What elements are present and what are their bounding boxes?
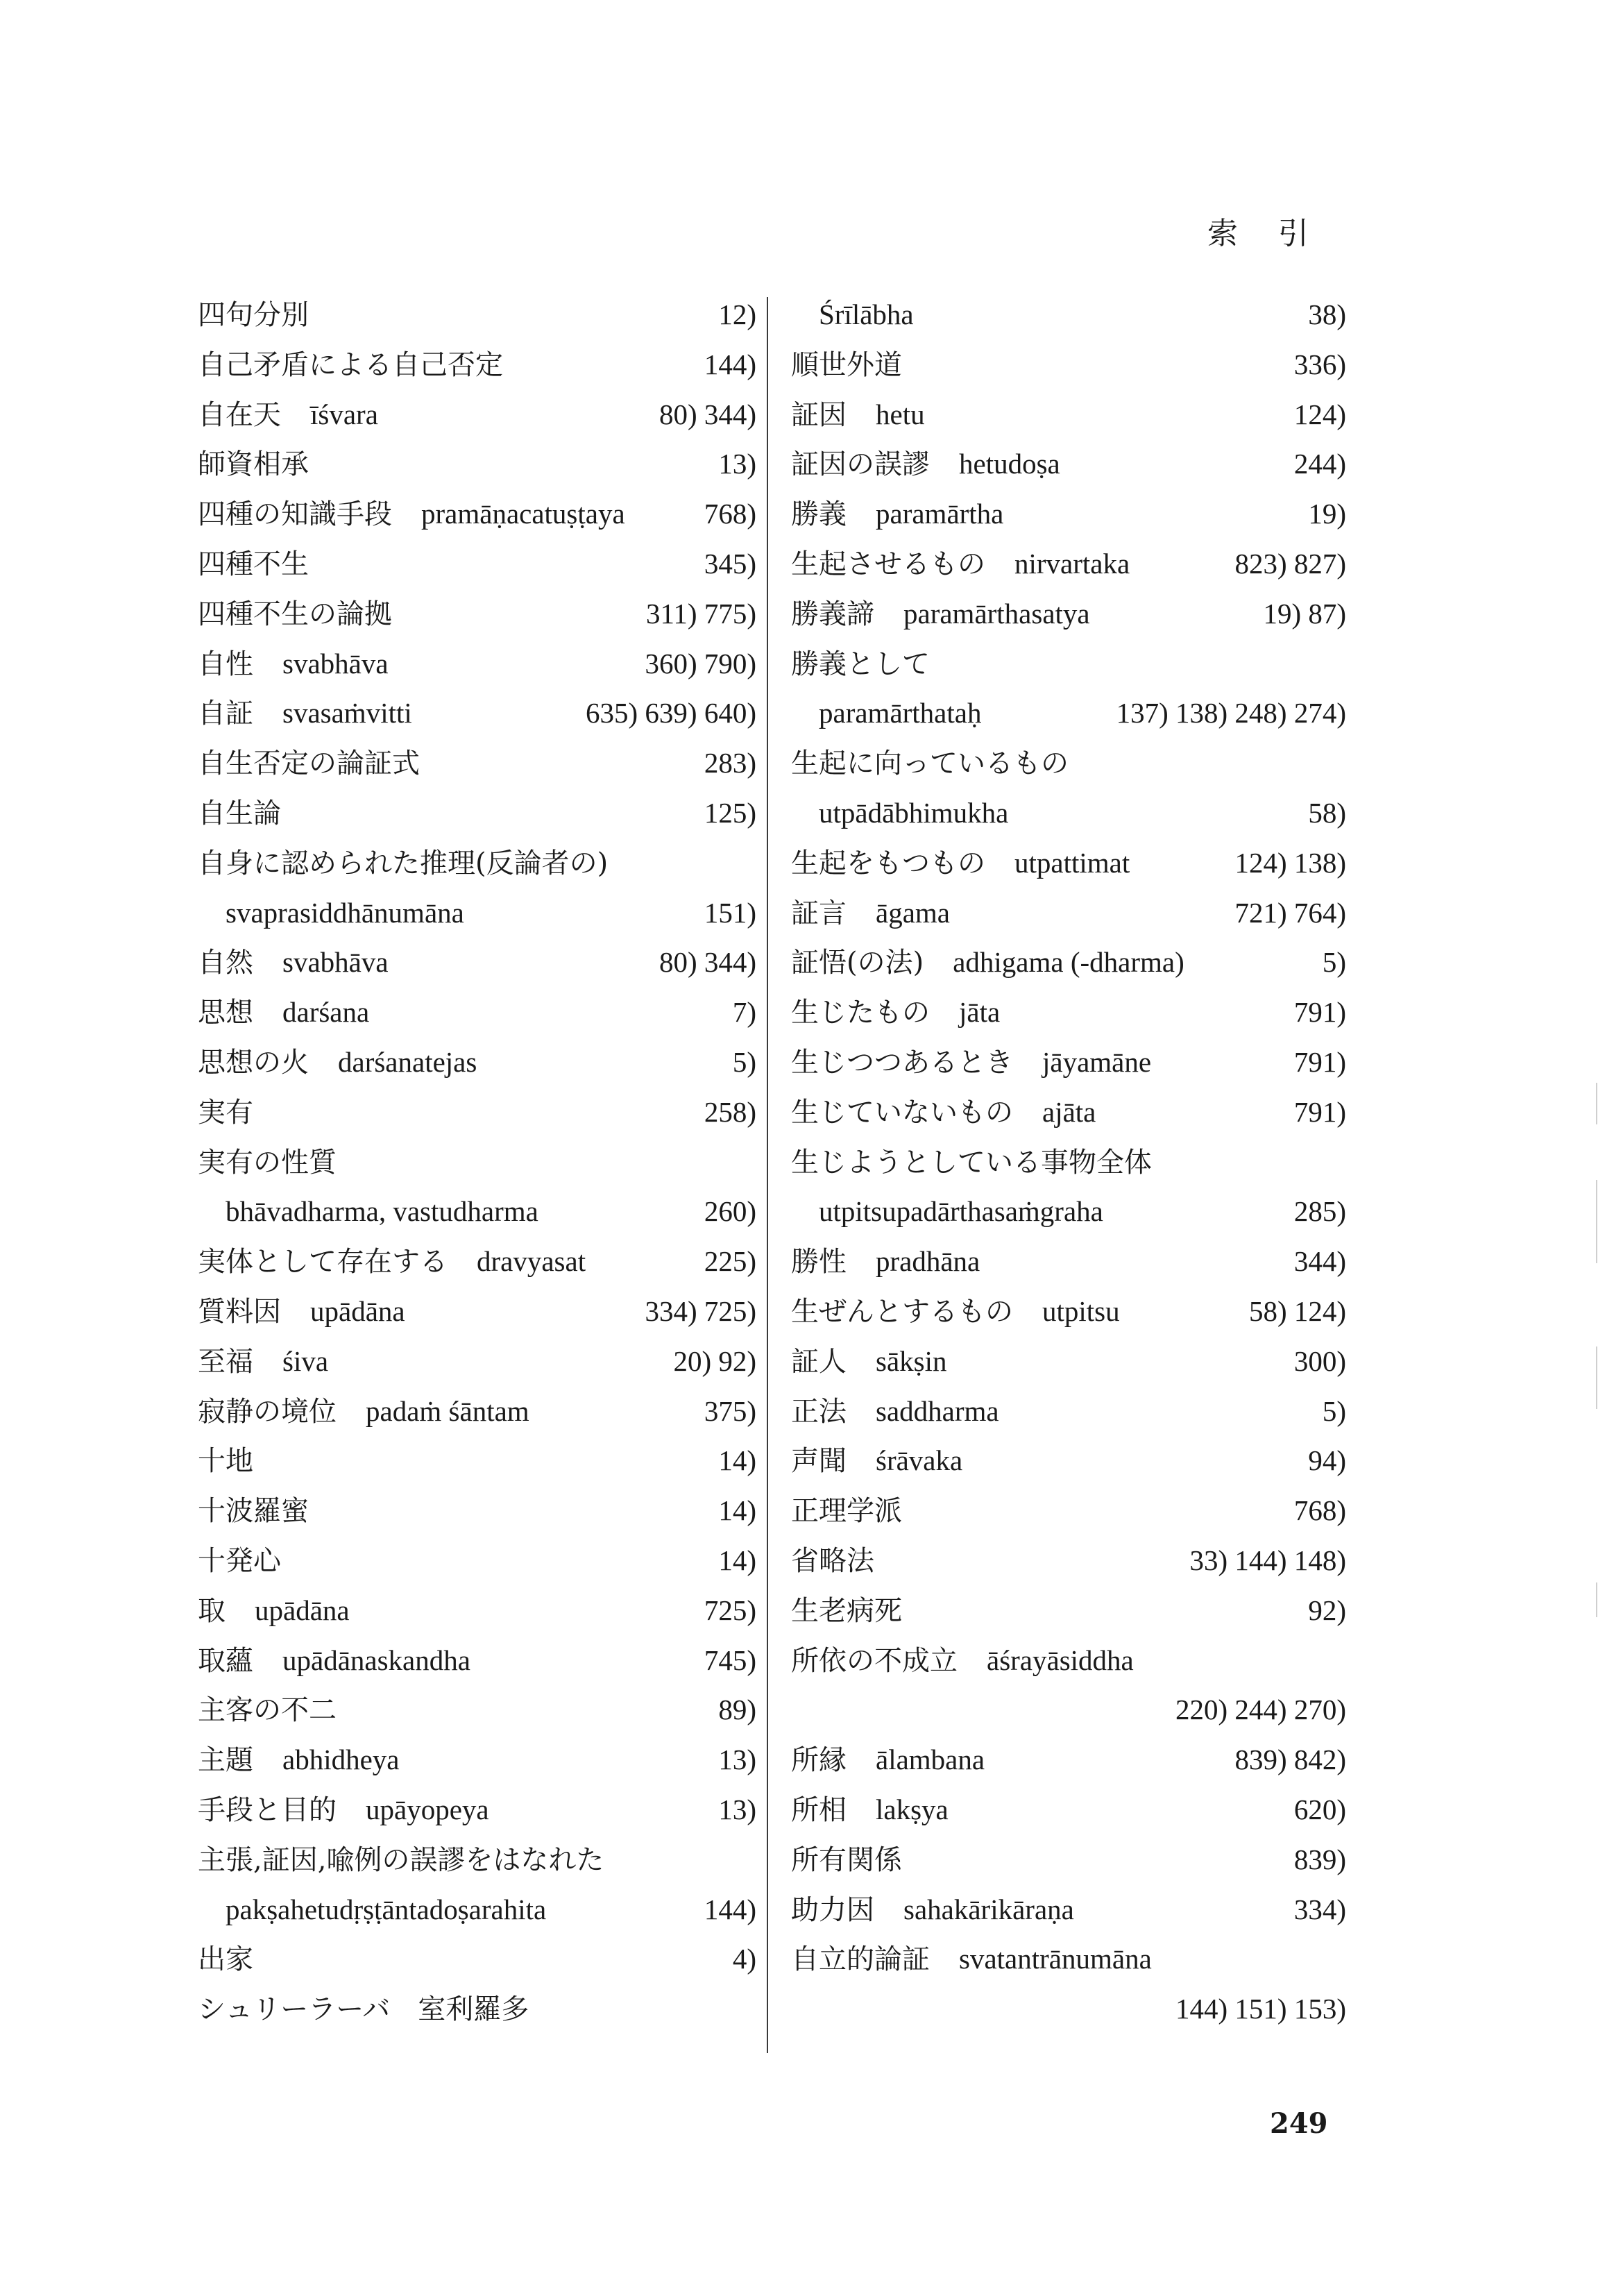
index-entry <box>198 589 756 639</box>
sanskrit-term: nirvartaka <box>1014 547 1130 580</box>
index-entry <box>791 1934 1346 1984</box>
sanskrit-term: utpattimat <box>1014 846 1130 879</box>
index-term: 四種不生 <box>198 548 309 580</box>
note-references: 839) 842) <box>1234 1744 1346 1776</box>
sanskrit-term: hetudoṣa <box>959 448 1060 480</box>
note-references: 745) <box>704 1644 756 1676</box>
note-references: 839) <box>1293 1843 1346 1875</box>
index-term: 勝性 <box>791 1246 847 1278</box>
note-references: 768) <box>1293 1494 1346 1527</box>
note-references: 124) <box>1293 398 1346 430</box>
index-entry <box>198 1237 756 1287</box>
index-entry <box>791 1436 1346 1486</box>
sanskrit-term: pradhāna <box>876 1245 980 1278</box>
sanskrit-term: sākṣin <box>876 1344 947 1377</box>
index-term: 証言 <box>791 897 847 929</box>
index-entry <box>791 838 1346 888</box>
index-entry <box>791 589 1346 639</box>
index-entry <box>198 788 756 838</box>
sanskrit-term: lakṣya <box>876 1793 949 1825</box>
note-references: 283) <box>704 747 756 779</box>
index-term: 証因 <box>791 398 847 431</box>
index-entry <box>198 1436 756 1486</box>
index-entry <box>791 1735 1346 1785</box>
index-term: 所依の不成立 <box>791 1644 958 1677</box>
note-references: 80) 344) <box>658 946 756 979</box>
index-entry <box>791 1138 1346 1188</box>
index-entry <box>791 1536 1346 1586</box>
index-entry <box>198 1138 756 1188</box>
index-entry <box>791 439 1346 489</box>
sanskrit-term: dravyasat <box>477 1245 586 1278</box>
sanskrit-term: upādānaskandha <box>282 1644 470 1676</box>
sanskrit-term: bhāvadharma, vastudharma <box>226 1195 538 1228</box>
index-entry <box>198 1088 756 1138</box>
index-entry <box>791 290 1346 340</box>
index-term: 主客の不二 <box>198 1694 337 1727</box>
note-references: 58) <box>1308 796 1346 829</box>
note-references: 5) <box>1322 946 1346 979</box>
index-term: シュリーラーバ 室利羅多 <box>198 1993 529 2026</box>
index-entry <box>198 1387 756 1437</box>
index-term: 生起させるもの <box>791 548 985 580</box>
index-entry <box>198 1287 756 1337</box>
index-term: 思想の火 <box>198 1046 309 1079</box>
sanskrit-term: utpādābhimukha <box>819 796 1009 829</box>
index-term: 手段と目的 <box>198 1793 337 1826</box>
index-term: 証悟(の法) <box>791 947 924 979</box>
note-references: 12) <box>718 298 756 330</box>
index-entry <box>198 1536 756 1586</box>
index-entry <box>791 1835 1346 1885</box>
sanskrit-term: padaṁ śāntam <box>366 1394 529 1427</box>
note-references: 13) <box>718 448 756 480</box>
note-references: 33) 144) 148) <box>1189 1544 1346 1576</box>
sanskrit-term: upādāna <box>255 1594 350 1626</box>
sanskrit-term: paramārtha <box>876 498 1004 530</box>
note-references: 620) <box>1293 1793 1346 1825</box>
note-references: 300) <box>1293 1344 1346 1377</box>
sanskrit-term: pakṣahetudṛṣṭāntadoṣarahita <box>226 1893 547 1925</box>
index-term: 生ぜんとするもの <box>791 1295 1013 1328</box>
index-term: 四句分別 <box>198 299 309 331</box>
note-references: 360) 790) <box>645 647 756 679</box>
sanskrit-term: svabhāva <box>282 946 389 979</box>
note-references: 144) <box>704 348 756 380</box>
index-entry <box>198 1586 756 1636</box>
index-term: 正理学派 <box>791 1495 902 1528</box>
index-entry <box>791 938 1346 988</box>
column-divider <box>767 297 768 2053</box>
note-references: 144) 151) 153) <box>1175 1993 1346 2025</box>
sanskrit-term: Śrīlābha <box>819 298 914 330</box>
note-references: 124) 138) <box>1234 846 1346 879</box>
index-entry <box>791 1387 1346 1437</box>
index-term: 順世外道 <box>791 348 902 381</box>
scan-artifact <box>1596 1180 1597 1263</box>
note-references: 14) <box>718 1494 756 1527</box>
note-references: 80) 344) <box>658 398 756 430</box>
sanskrit-term: darśana <box>282 996 370 1029</box>
index-term: 証人 <box>791 1345 847 1378</box>
index-term: 出家 <box>198 1943 253 1976</box>
index-term: 十波羅蜜 <box>198 1495 309 1528</box>
index-term: 取蘊 <box>198 1644 253 1677</box>
index-entry <box>791 1685 1346 1735</box>
index-term: 生じていないもの <box>791 1096 1013 1129</box>
index-term: 十発心 <box>198 1544 281 1577</box>
index-term: 省略法 <box>791 1544 874 1577</box>
scan-artifact <box>1596 1347 1597 1409</box>
sanskrit-term: ajāta <box>1042 1095 1096 1128</box>
index-term: 生じたもの <box>791 997 930 1029</box>
note-references: 721) 764) <box>1234 896 1346 929</box>
index-entry <box>198 1038 756 1088</box>
note-references: 5) <box>1322 1394 1346 1427</box>
sanskrit-term: upādāna <box>310 1294 405 1327</box>
sanskrit-term: adhigama (-dharma) <box>953 946 1184 979</box>
index-entry <box>791 788 1346 838</box>
index-term: 自証 <box>198 698 253 730</box>
sanskrit-term: pramāṇacatuṣṭaya <box>421 498 625 530</box>
note-references: 220) 244) 270) <box>1175 1694 1346 1726</box>
index-term: 主題 <box>198 1744 253 1777</box>
index-term: 自生論 <box>198 797 281 829</box>
index-entry <box>791 1287 1346 1337</box>
sanskrit-term: svasaṁvitti <box>282 697 412 729</box>
index-term: 実有 <box>198 1096 253 1129</box>
index-entry <box>791 1586 1346 1636</box>
index-entry <box>198 539 756 589</box>
note-references: 89) <box>718 1694 756 1726</box>
note-references: 791) <box>1293 1045 1346 1078</box>
scan-artifact <box>1596 1582 1597 1617</box>
index-term: 自在天 <box>198 398 281 431</box>
index-entry <box>198 1885 756 1935</box>
note-references: 20) 92) <box>673 1344 756 1377</box>
note-references: 768) <box>704 498 756 530</box>
sanskrit-term: hetu <box>876 398 925 430</box>
note-references: 4) <box>732 1943 756 1975</box>
index-entry <box>791 390 1346 440</box>
note-references: 823) 827) <box>1234 547 1346 580</box>
sanskrit-term: ālambana <box>876 1744 985 1776</box>
index-entry <box>791 340 1346 390</box>
note-references: 334) <box>1293 1893 1346 1925</box>
index-entry <box>791 1785 1346 1835</box>
note-references: 375) <box>704 1394 756 1427</box>
index-entry <box>198 988 756 1038</box>
index-term: 勝義として <box>791 648 930 680</box>
sanskrit-term: sahakārikāraṇa <box>903 1893 1074 1925</box>
index-term: 勝義諦 <box>791 598 874 630</box>
note-references: 260) <box>704 1195 756 1228</box>
index-term: 四種の知識手段 <box>198 498 392 531</box>
index-term: 至福 <box>198 1345 253 1378</box>
index-entry <box>198 489 756 539</box>
note-references: 345) <box>704 547 756 580</box>
index-entry <box>791 738 1346 788</box>
index-term: 自身に認められた推理(反論者の) <box>198 847 609 879</box>
running-header: 索引 <box>1207 216 1349 251</box>
note-references: 311) 775) <box>645 597 756 630</box>
index-entry <box>198 1785 756 1835</box>
index-term: 正法 <box>791 1395 847 1428</box>
index-term: 生起をもつもの <box>791 847 985 879</box>
index-entry <box>198 689 756 738</box>
index-term: 声聞 <box>791 1445 847 1478</box>
sanskrit-term: śiva <box>282 1344 329 1377</box>
note-references: 38) <box>1308 298 1346 330</box>
sanskrit-term: śrāvaka <box>876 1444 963 1477</box>
index-entry <box>791 639 1346 689</box>
index-entry <box>198 1735 756 1785</box>
index-entry <box>791 1088 1346 1138</box>
index-entry <box>198 938 756 988</box>
note-references: 19) <box>1308 498 1346 530</box>
note-references: 137) 138) 248) 274) <box>1116 697 1346 729</box>
sanskrit-term: svaprasiddhānumāna <box>226 896 464 929</box>
note-references: 635) 639) 640) <box>586 697 756 729</box>
note-references: 14) <box>718 1444 756 1477</box>
index-column-left <box>198 290 756 2034</box>
index-term: 四種不生の論拠 <box>198 598 392 630</box>
index-term: 生起に向っているもの <box>791 748 1069 780</box>
index-entry <box>198 1337 756 1387</box>
sanskrit-term: utpitsupadārthasaṁgraha <box>819 1195 1103 1228</box>
note-references: 151) <box>704 896 756 929</box>
sanskrit-term: āgama <box>876 896 950 929</box>
index-entry <box>198 1486 756 1536</box>
index-entry <box>198 1636 756 1686</box>
index-entry <box>791 489 1346 539</box>
index-term: 主張,証因,喩例の誤謬をはなれた <box>198 1843 604 1876</box>
note-references: 791) <box>1293 1095 1346 1128</box>
index-entry <box>198 290 756 340</box>
index-entry <box>198 738 756 788</box>
scan-artifact <box>1596 1083 1597 1124</box>
note-references: 225) <box>704 1245 756 1278</box>
note-references: 5) <box>732 1045 756 1078</box>
index-term: 師資相承 <box>198 448 309 481</box>
index-term: 自立的論証 <box>791 1943 930 1976</box>
index-term: 質料因 <box>198 1295 281 1328</box>
note-references: 14) <box>718 1544 756 1576</box>
index-term: 自己矛盾による自己否定 <box>198 348 503 381</box>
index-term: 所有関係 <box>791 1843 902 1876</box>
note-references: 334) 725) <box>645 1294 756 1327</box>
index-entry <box>791 539 1346 589</box>
index-term: 自然 <box>198 947 253 979</box>
sanskrit-term: upāyopeya <box>366 1793 489 1825</box>
index-term: 生じようとしている事物全体 <box>791 1146 1152 1179</box>
note-references: 94) <box>1308 1444 1346 1477</box>
note-references: 125) <box>704 796 756 829</box>
note-references: 791) <box>1293 996 1346 1029</box>
note-references: 13) <box>718 1793 756 1825</box>
index-entry <box>198 888 756 938</box>
index-entry <box>791 1038 1346 1088</box>
sanskrit-term: svatantrānumāna <box>959 1943 1152 1975</box>
note-references: 258) <box>704 1095 756 1128</box>
sanskrit-term: saddharma <box>876 1394 999 1427</box>
note-references: 144) <box>704 1893 756 1925</box>
sanskrit-term: paramārthataḥ <box>819 697 982 729</box>
index-term: 自生否定の論証式 <box>198 748 420 780</box>
note-references: 7) <box>732 996 756 1029</box>
index-entry <box>198 1835 756 1885</box>
index-entry <box>198 390 756 440</box>
index-term: 実体として存在する <box>198 1246 448 1278</box>
index-term: 寂静の境位 <box>198 1395 337 1428</box>
index-entry <box>198 340 756 390</box>
index-term: 実有の性質 <box>198 1146 337 1179</box>
note-references: 725) <box>704 1594 756 1626</box>
index-entry <box>198 439 756 489</box>
index-entry <box>198 1187 756 1237</box>
note-references: 344) <box>1293 1245 1346 1278</box>
note-references: 19) 87) <box>1263 597 1346 630</box>
index-entry <box>791 1984 1346 2034</box>
index-entry <box>791 689 1346 738</box>
note-references: 13) <box>718 1744 756 1776</box>
index-term: 所相 <box>791 1793 847 1826</box>
sanskrit-term: īśvara <box>310 398 378 430</box>
note-references: 244) <box>1293 448 1346 480</box>
index-term: 取 <box>198 1594 226 1627</box>
index-term: 証因の誤謬 <box>791 448 930 481</box>
index-entry <box>198 1685 756 1735</box>
index-entry <box>791 1187 1346 1237</box>
sanskrit-term: jāta <box>959 996 1001 1029</box>
index-entry <box>198 639 756 689</box>
index-term: 十地 <box>198 1445 253 1478</box>
index-entry <box>791 988 1346 1038</box>
index-entry <box>791 1486 1346 1536</box>
index-entry <box>791 1337 1346 1387</box>
index-entry <box>791 1636 1346 1686</box>
index-entry <box>198 1984 756 2034</box>
index-term: 生老病死 <box>791 1594 902 1627</box>
index-entry <box>791 1885 1346 1935</box>
sanskrit-term: svabhāva <box>282 647 389 679</box>
index-column-right <box>791 290 1346 2034</box>
index-entry <box>791 888 1346 938</box>
index-term: 勝義 <box>791 498 847 531</box>
note-references: 285) <box>1293 1195 1346 1228</box>
sanskrit-term: utpitsu <box>1042 1294 1120 1327</box>
sanskrit-term: āśrayāsiddha <box>987 1644 1134 1676</box>
page-number: 249 <box>1270 2107 1328 2140</box>
note-references: 336) <box>1293 348 1346 380</box>
note-references: 92) <box>1308 1594 1346 1626</box>
note-references: 58) 124) <box>1248 1294 1346 1327</box>
sanskrit-term: jāyamāne <box>1042 1045 1152 1078</box>
sanskrit-term: abhidheya <box>282 1744 400 1776</box>
index-term: 自性 <box>198 648 253 680</box>
index-entry <box>198 838 756 888</box>
index-entry <box>198 1934 756 1984</box>
index-term: 所縁 <box>791 1744 847 1777</box>
index-entry <box>791 1237 1346 1287</box>
index-term: 助力因 <box>791 1893 874 1926</box>
sanskrit-term: paramārthasatya <box>903 597 1090 630</box>
index-term: 生じつつあるとき <box>791 1046 1013 1079</box>
sanskrit-term: darśanatejas <box>338 1045 477 1078</box>
index-term: 思想 <box>198 997 253 1029</box>
